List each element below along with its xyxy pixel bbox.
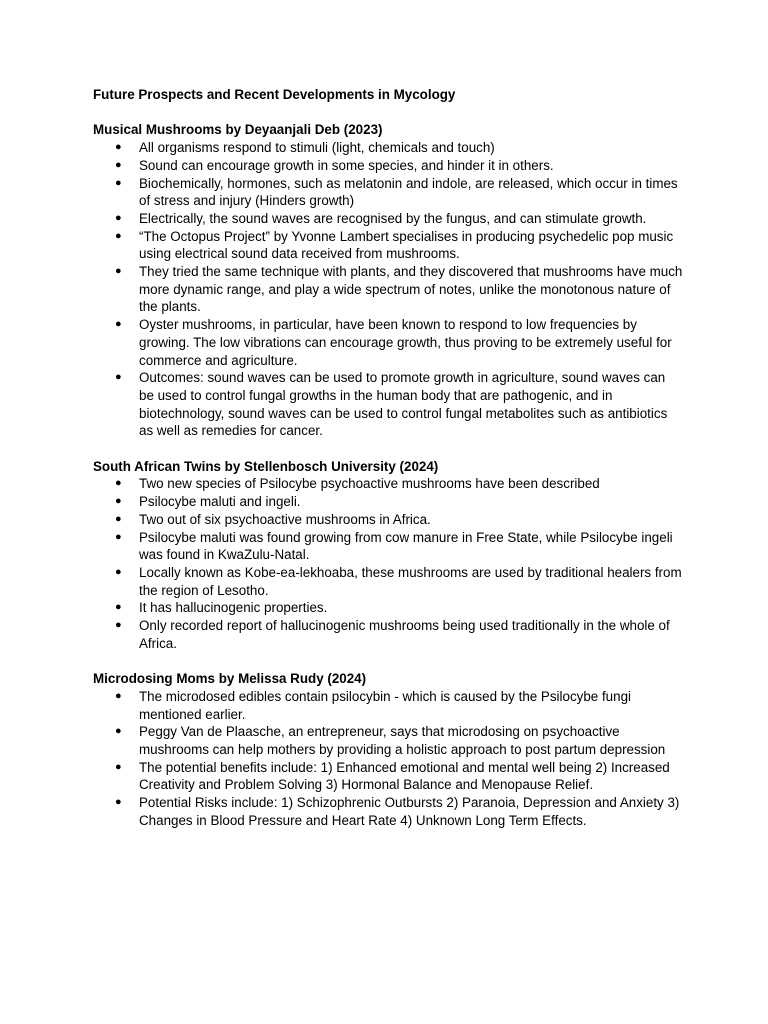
bullet-text: Psilocybe maluti and ingeli.: [139, 494, 301, 510]
bullet-text: The microdosed edibles contain psilocybin - which is caused by the Psilocybe fungi mentioned earlier.: [139, 688, 631, 722]
bullet-text: “The Octopus Project” by Yvonne Lambert specialises in producing psychedelic pop music using electrical sound data received from mushrooms.: [139, 228, 674, 262]
bullet-item: [93, 759, 683, 794]
bullet-icon: ●: [115, 760, 122, 773]
bullet-text: Electrically, the sound waves are recognised by the fungus, and can stimulate growth.: [139, 210, 647, 226]
bullet-text: It has hallucinogenic properties.: [139, 600, 328, 616]
bullet-icon: ●: [115, 477, 122, 490]
bullet-item: [93, 157, 683, 175]
bullet-item: [93, 688, 683, 723]
bullet-text: All organisms respond to stimuli (light, chemicals and touch): [139, 140, 495, 156]
bullet-icon: ●: [115, 619, 122, 632]
bullet-icon: ●: [115, 495, 122, 508]
bullet-icon: ●: [115, 176, 122, 189]
bullet-icon: ●: [115, 530, 122, 543]
bullet-icon: ●: [115, 141, 122, 154]
bullet-icon: ●: [115, 565, 122, 578]
bullet-icon: ●: [115, 229, 122, 242]
bullet-item: [93, 723, 683, 758]
bullet-item: [93, 475, 683, 493]
bullet-item: [93, 529, 683, 564]
bullet-item: [93, 564, 683, 599]
bullet-text: The potential benefits include: 1) Enhanced emotional and mental well being 2) Increased Creativity and Problem Solving 3) Hormonal Balance and Menopause Relief.: [139, 759, 670, 793]
bullet-text: Two out of six psychoactive mushrooms in Africa.: [139, 511, 431, 527]
bullet-text: Outcomes: sound waves can be used to promote growth in agriculture, sound waves can be used to control fungal growths in the human body that are pathogenic, and in biotechnology, sound waves can be used to control fungal metabolites such as antibiotics as well as remedies for cancer.: [139, 370, 668, 439]
bullet-list: [93, 139, 683, 440]
bullet-item: [93, 210, 683, 228]
document-body: [93, 86, 683, 847]
bullet-item: [93, 139, 683, 157]
section-microdosing-moms: [93, 670, 683, 829]
bullet-text: They tried the same technique with plants, and they discovered that mushrooms have much more dynamic range, and play a wide spectrum of notes, unlike the monotonous nature of the plants.: [139, 264, 683, 315]
bullet-icon: ●: [115, 158, 122, 171]
bullet-icon: ●: [115, 371, 122, 384]
bullet-icon: ●: [115, 211, 122, 224]
bullet-text: Only recorded report of hallucinogenic mushrooms being used traditionally in the whole of Africa.: [139, 618, 670, 651]
bullet-icon: ●: [115, 318, 122, 331]
bullet-icon: ●: [115, 512, 122, 525]
section-heading: South African Twins by Stellenbosch University (2024): [93, 458, 439, 474]
bullet-item: [93, 617, 683, 652]
bullet-item: [93, 175, 683, 210]
bullet-icon: ●: [115, 725, 122, 738]
bullet-item: [93, 493, 683, 511]
section-south-african-twins: [93, 458, 683, 653]
bullet-item: [93, 511, 683, 529]
bullet-item: [93, 794, 683, 829]
bullet-icon: ●: [115, 796, 122, 809]
bullet-item: [93, 369, 683, 440]
section-heading: Musical Mushrooms by Deyaanjali Deb (2023): [93, 122, 383, 138]
bullet-text: Oyster mushrooms, in particular, have been known to respond to low frequencies by growing. The low vibrations can encourage growth, thus proving to be extremely useful for commerce and agriculture.: [139, 317, 672, 368]
bullet-icon: ●: [115, 689, 122, 702]
bullet-icon: ●: [115, 265, 122, 278]
bullet-text: Peggy Van de Plaasche, an entrepreneur, says that microdosing on psychoactive mushrooms can help mothers by providing a holistic approach to post partum depression: [139, 724, 666, 757]
bullet-text: Locally known as Kobe-ea-lekhoaba, these mushrooms are used by traditional healers from the region of Lesotho.: [139, 564, 682, 598]
bullet-text: Sound can encourage growth in some species, and hinder it in others.: [139, 157, 554, 173]
bullet-item: [93, 316, 683, 369]
bullet-list: [93, 688, 683, 830]
bullet-item: [93, 228, 683, 263]
bullet-text: Biochemically, hormones, such as melatonin and indole, are released, which occur in times of stress and injury (Hinders growth): [139, 175, 678, 209]
document-title: Future Prospects and Recent Developments in Mycology: [93, 87, 456, 102]
bullet-list: [93, 475, 683, 652]
section-heading: Microdosing Moms by Melissa Rudy (2024): [93, 671, 367, 687]
bullet-text: Two new species of Psilocybe psychoactive mushrooms have been described: [139, 476, 600, 492]
bullet-item: [93, 599, 683, 617]
bullet-text: Psilocybe maluti was found growing from cow manure in Free State, while Psilocybe ingeli was found in KwaZulu-Natal.: [139, 529, 673, 563]
bullet-icon: ●: [115, 601, 122, 614]
bullet-text: Potential Risks include: 1) Schizophrenic Outbursts 2) Paranoia, Depression and Anxiety 3) Changes in Blood Pressure and Heart Rate 4) Unknown Long Term Effects.: [139, 795, 680, 828]
section-musical-mushrooms: [93, 121, 683, 440]
bullet-item: [93, 263, 683, 316]
